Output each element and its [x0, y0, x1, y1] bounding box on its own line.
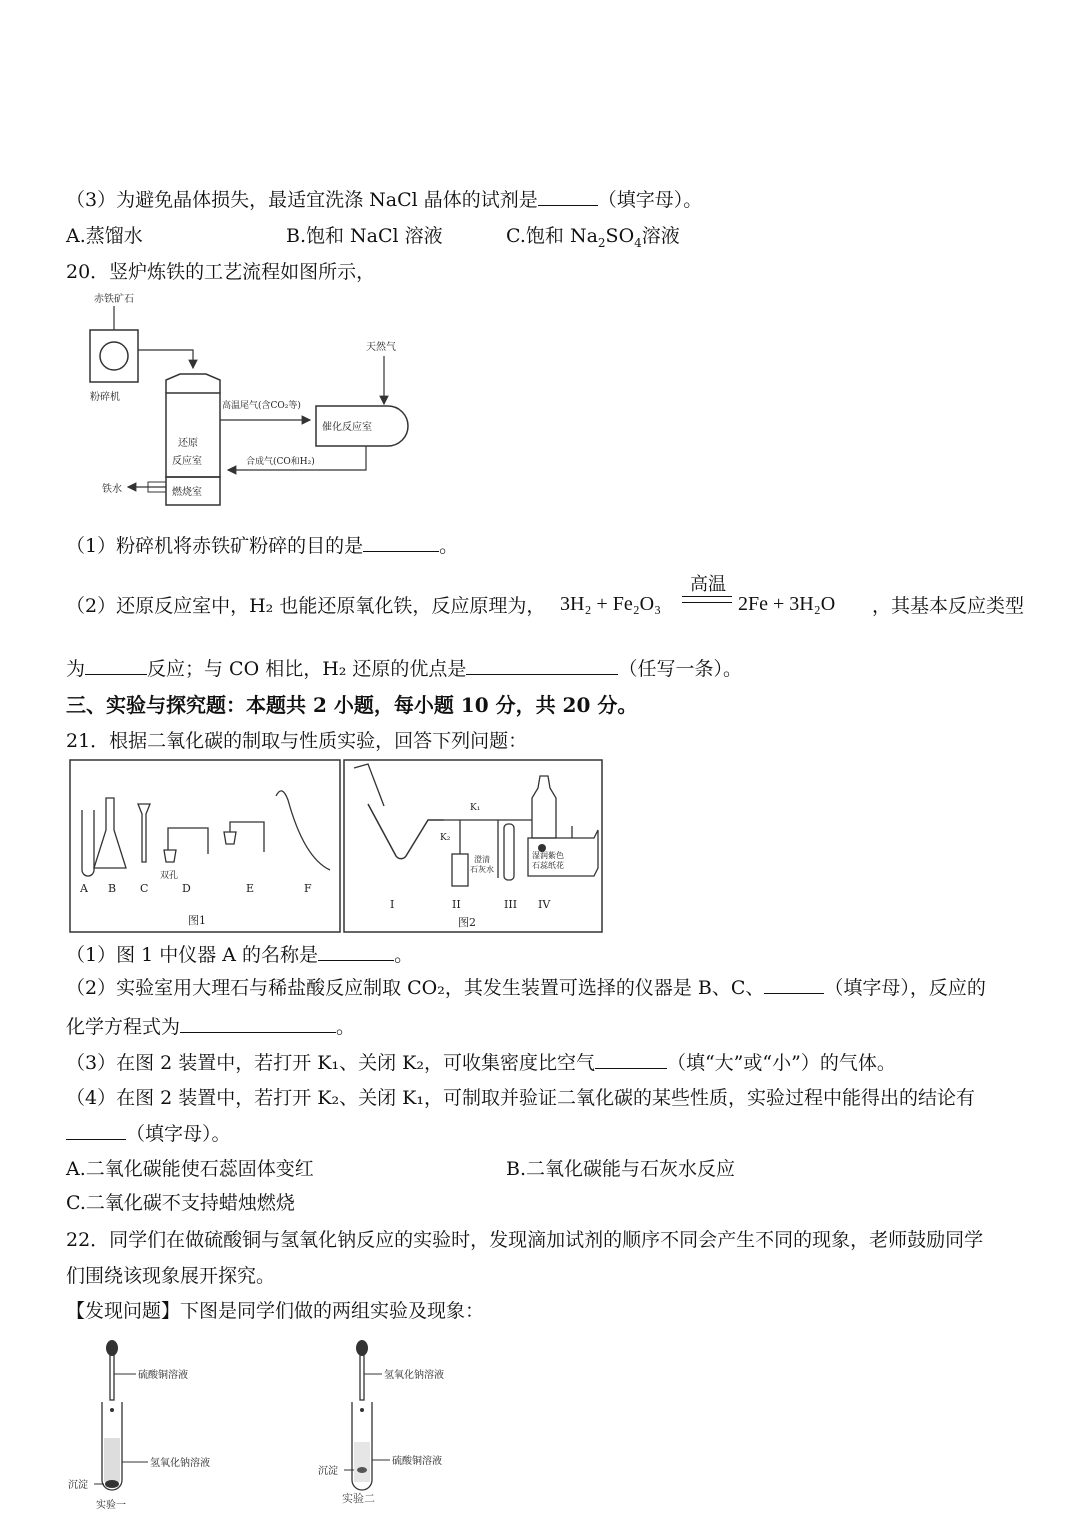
shaft-top: [166, 374, 220, 393]
exp2-tube-label: 硫酸铜溶液: [392, 1456, 442, 1467]
q20-2-cont: 为 反应；与 CO 相比，H₂ 还原的优点是 （任写一条）。: [66, 658, 742, 680]
section-3-heading: 三、实验与探究题：本题共 2 小题，每小题 10 分，共 20 分。: [66, 693, 638, 717]
tube-f: [276, 791, 330, 870]
crusher-label: 粉碎机: [90, 392, 120, 403]
catalytic-label: 催化反应室: [322, 422, 372, 433]
equation-condition: 高温: [690, 574, 726, 595]
fig1-label-a: A: [80, 882, 88, 895]
q21-stem: 21．根据二氧化碳的制取与性质实验，回答下列问题：: [66, 730, 528, 752]
fig2-label-iii: III: [504, 898, 518, 911]
exp2-caption: 实验二: [342, 1492, 375, 1505]
blast-furnace-diagram: [88, 288, 428, 510]
exp1-precip-label: 沉淀: [68, 1480, 88, 1491]
equation-left: 3H₂ + Fe₂O₃: [560, 593, 662, 615]
answer-blank[interactable]: [538, 187, 598, 206]
q19-3-option-a: A.蒸馏水: [66, 225, 143, 247]
fig1-caption: 图1: [188, 914, 206, 927]
answer-blank[interactable]: [66, 1121, 126, 1140]
funnel-c: [138, 804, 150, 862]
ore-label: 赤铁矿石: [94, 294, 134, 305]
syringe: [354, 764, 384, 806]
fig1-label-e: E: [246, 882, 255, 895]
bottle-iv: [532, 776, 556, 838]
fig1-label-c: C: [140, 882, 149, 895]
combustion-label: 燃烧室: [172, 487, 202, 498]
exp1-caption: 实验一: [96, 1500, 126, 1511]
fig2-caption: 图2: [458, 916, 476, 929]
reduction-label-1: 还原: [178, 438, 198, 449]
litmus-label-1: 湿润紫色: [532, 851, 564, 860]
equation-right: 2Fe + 3H₂O: [738, 593, 836, 615]
fig1-label-f: F: [304, 882, 312, 895]
q21-option-b: B.二氧化碳能与石灰水反应: [506, 1158, 736, 1180]
answer-blank[interactable]: [764, 975, 824, 994]
fig2-frame: [344, 760, 602, 932]
iron-label: 铁水: [102, 484, 122, 495]
equation-equals: [682, 596, 732, 603]
q19-3-stem: （3）为避免晶体损失，最适宜洗涤 NaCl 晶体的试剂是 （填字母）。: [66, 189, 703, 211]
syngas-label: 合成气(CO和H₂): [246, 457, 315, 467]
q21-2: （2）实验室用大理石与稀盐酸反应制取 CO₂，其发生装置可选择的仪器是 B、C、 （填字母），反应的: [66, 977, 986, 999]
fig2-label-i: I: [390, 898, 395, 911]
tail-gas-label: 高温尾气(含CO₂等): [222, 401, 301, 411]
answer-blank[interactable]: [318, 942, 394, 961]
test-tube-a: [82, 810, 94, 876]
natural-gas-label: 天然气: [366, 342, 396, 353]
exp2-precip-label: 沉淀: [318, 1466, 338, 1477]
litmus-label-2: 石蕊纸花: [532, 861, 564, 870]
exp2-dropper-label: 氢氧化钠溶液: [384, 1370, 444, 1381]
answer-blank[interactable]: [180, 1014, 336, 1033]
q22-experiments: [64, 1338, 484, 1518]
fig2-label-iv: IV: [538, 898, 551, 911]
exp1-tube-label: 氢氧化钠溶液: [150, 1458, 210, 1469]
tube-iii: [504, 824, 514, 880]
co2-apparatus-figures: [68, 758, 604, 936]
q20-1: （1）粉碎机将赤铁矿粉碎的目的是 。: [66, 535, 459, 557]
v-tube: [368, 804, 444, 859]
k2-label: K₂: [440, 833, 451, 843]
q19-3-option-b: B.饱和 NaCl 溶液: [286, 225, 443, 247]
chemical-equation: [560, 574, 860, 624]
q21-option-c: C.二氧化碳不支持蜡烛燃烧: [66, 1192, 295, 1214]
bottle-ii: [452, 854, 468, 886]
answer-blank[interactable]: [466, 656, 618, 675]
q20-2: （2）还原反应室中，H₂ 也能还原氧化铁，反应原理为，: [66, 595, 546, 617]
fig2-label-ii: II: [452, 898, 461, 911]
double-hole-label: 双孔: [160, 871, 179, 881]
fig1-frame: [70, 760, 340, 932]
q19-3-option-c: C.饱和 $Na_2SO_4$溶液: [506, 225, 680, 250]
q21-2-cont: 化学方程式为 。: [66, 1016, 356, 1038]
stopper-d: [164, 850, 176, 862]
q22-stem-1: 22．同学们在做硫酸铜与氢氧化钠反应的实验时，发现滴加试剂的顺序不同会产生不同的现象，老师鼓励同学: [66, 1229, 984, 1251]
answer-blank[interactable]: [595, 1050, 667, 1069]
k1-label: K₁: [470, 803, 481, 813]
exp1-dropper-label: 硫酸铜溶液: [138, 1370, 188, 1381]
reduction-label-2: 反应室: [172, 456, 202, 467]
answer-blank[interactable]: [85, 656, 147, 675]
limewater-label-2: 石灰水: [470, 865, 494, 874]
q22-stem-2: 们围绕该现象展开探究。: [66, 1265, 276, 1287]
q20-2-type: ，其基本反应类型: [872, 595, 1025, 617]
crusher-box: [90, 330, 138, 382]
answer-blank[interactable]: [363, 533, 439, 552]
q21-3: （3）在图 2 装置中，若打开 K₁、关闭 K₂，可收集密度比空气 （填“大”或“小”）的气体。: [66, 1052, 896, 1074]
q20-stem: 20．竖炉炼铁的工艺流程如图所示，: [66, 261, 376, 283]
q21-4: （4）在图 2 装置中，若打开 K₂、关闭 K₁，可制取并验证二氧化碳的某些性质，实验过程中能得出的结论有: [66, 1087, 975, 1109]
q21-option-a: A.二氧化碳能使石蕊固体变红: [66, 1158, 314, 1180]
q21-4-cont: （填字母）。: [66, 1121, 231, 1147]
limewater-label-1: 澄清: [474, 855, 490, 864]
q21-1: （1）图 1 中仪器 A 的名称是 。: [66, 944, 414, 966]
stopper-e: [224, 832, 236, 844]
fig1-label-d: D: [182, 882, 191, 895]
flask-b: [94, 798, 126, 868]
q22-discover: 【发现问题】下图是同学们做的两组实验及现象：: [66, 1300, 485, 1322]
fig1-label-b: B: [108, 882, 117, 895]
crusher-wheel: [100, 342, 128, 370]
